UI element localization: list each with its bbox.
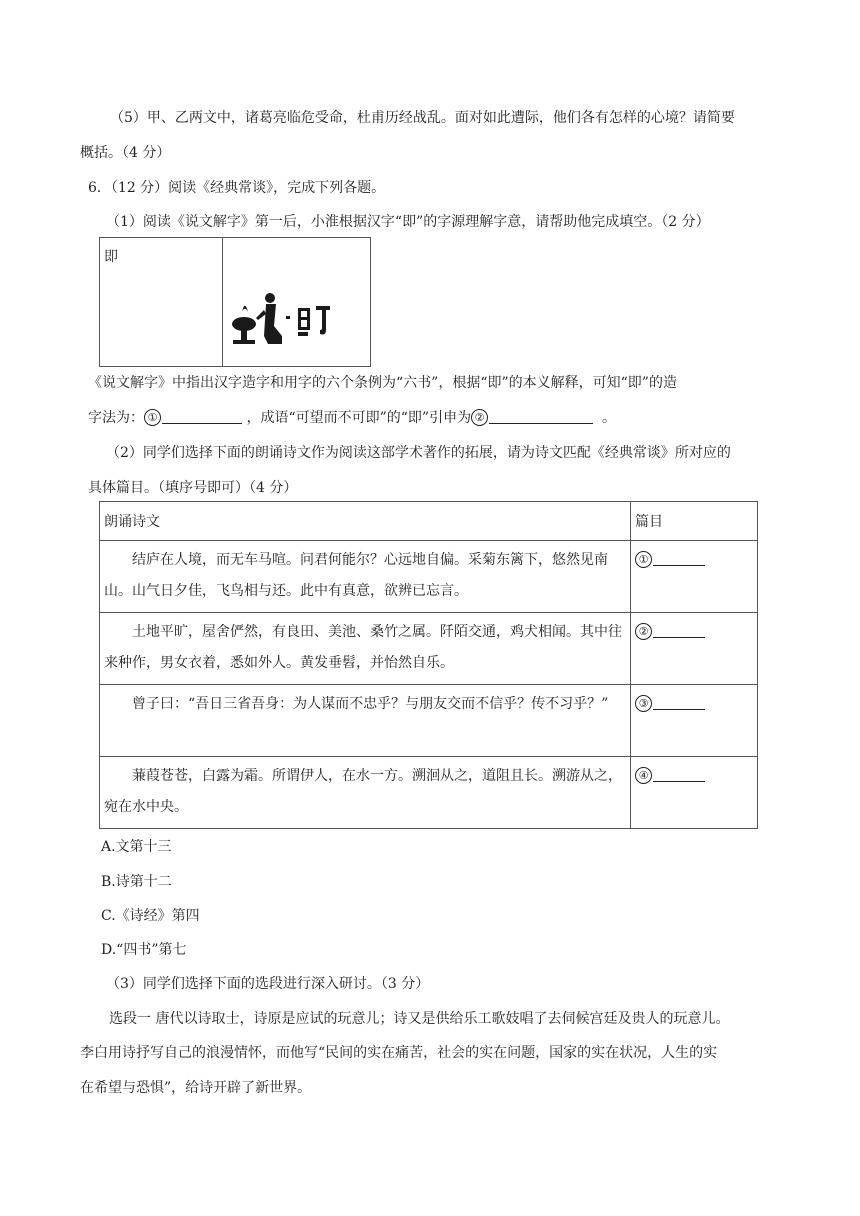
q6-sub1-prompt: （1）阅读《说文解字》第一后，小淮根据汉字“即”的字源理解字意，请帮助他完成填空。（2 分） — [106, 214, 710, 230]
answer-marker-1: ① — [635, 551, 652, 568]
option-d: D.“四书”第七 — [101, 942, 187, 958]
q6-sub1-text2-b: ，成语“可望而不可即”的“即”引申为 — [246, 410, 472, 426]
q6-sub2-prompt2: 具体篇目。（填序号即可）（4 分） — [88, 480, 298, 496]
col-header-poems: 朗诵诗文 — [104, 514, 160, 530]
table-row — [100, 541, 758, 613]
table-row — [100, 757, 758, 829]
q6-sub3-line3: 在希望与恐惧”，给诗开辟了新世界。 — [80, 1080, 312, 1096]
poem-text-4: 蒹葭苍苍，白露为霜。所谓伊人，在水一方。溯洄从之，道阻且长。溯游从之，宛在水中央。 — [104, 768, 622, 815]
answer-blank-1[interactable] — [653, 551, 705, 566]
answer-blank-4[interactable] — [653, 767, 705, 782]
answer-blank-3[interactable] — [653, 695, 705, 710]
seal-glyph-image — [226, 284, 338, 358]
poem-text-3: 曾子曰：“吾日三省吾身：为人谋而不忠乎？与朋友交而不信乎？传不习乎？” — [132, 696, 609, 712]
blank-2[interactable] — [489, 409, 593, 424]
answer-marker-4: ④ — [635, 767, 652, 784]
table-header-row — [100, 502, 758, 541]
q6-title: 6．（12 分）阅读《经典常谈》，完成下列各题。 — [88, 180, 386, 196]
etymology-table — [99, 237, 371, 367]
q6-sub3-prompt: （3）同学们选择下面的选段进行深入研讨。（3 分） — [106, 976, 430, 992]
answer-blank-2[interactable] — [653, 623, 705, 638]
q6-sub1-text2-c: 。 — [602, 410, 616, 426]
q6-sub2-prompt1: （2）同学们选择下面的朗诵诗文作为阅读这部学术著作的拓展，请为诗文匹配《经典常谈》所对应的 — [106, 445, 731, 461]
etymology-char: 即 — [104, 249, 118, 265]
matching-table — [99, 501, 758, 829]
q6-sub1-text1: 《说文解字》中指出汉字造字和用字的六个条例为“六书”，根据“即”的本义解释，可知“即”的造 — [88, 375, 677, 391]
answer-marker-3: ③ — [635, 695, 652, 712]
option-a: A.文第十三 — [101, 839, 172, 855]
q5-line1: （5）甲、乙两文中，诸葛亮临危受命，杜甫历经战乱。面对如此遭际，他们各有怎样的心境？请简要 — [110, 110, 735, 126]
q6-sub1-text2 — [88, 408, 616, 428]
q5-line2: 概括。（4 分） — [80, 145, 171, 161]
q6-sub1-text2-a: 字法为： — [88, 410, 144, 426]
option-b: B.诗第十二 — [101, 874, 172, 890]
q6-sub3-line2: 李白用诗抒写自己的浪漫情怀，而他写“民间的实在痛苦，社会的实在问题，国家的实在状况，人生的实 — [80, 1045, 718, 1061]
poem-text-2: 土地平旷，屋舍俨然，有良田、美池、桑竹之属。阡陌交通，鸡犬相闻。其中往来种作，男女衣着，悉如外人。黄发垂髫，并怡然自乐。 — [104, 624, 622, 671]
col-header-chapter: 篇目 — [635, 514, 663, 530]
q6-sub3-line1: 选段一 唐代以诗取士，诗原是应试的玩意儿；诗又是供给乐工歌妓唱了去伺候宫廷及贵人的玩意儿。 — [109, 1011, 730, 1027]
blank-marker-1: ① — [144, 409, 161, 426]
option-c: C.《诗经》第四 — [101, 908, 200, 924]
table-row — [100, 613, 758, 685]
blank-marker-2: ② — [471, 409, 488, 426]
table-row — [100, 685, 758, 757]
blank-1[interactable] — [162, 409, 242, 424]
poem-text-1: 结庐在人境，而无车马喧。问君何能尔？心远地自偏。采菊东篱下，悠然见南山。山气日夕佳，飞鸟相与还。此中有真意，欲辨已忘言。 — [104, 552, 608, 599]
answer-marker-2: ② — [635, 623, 652, 640]
